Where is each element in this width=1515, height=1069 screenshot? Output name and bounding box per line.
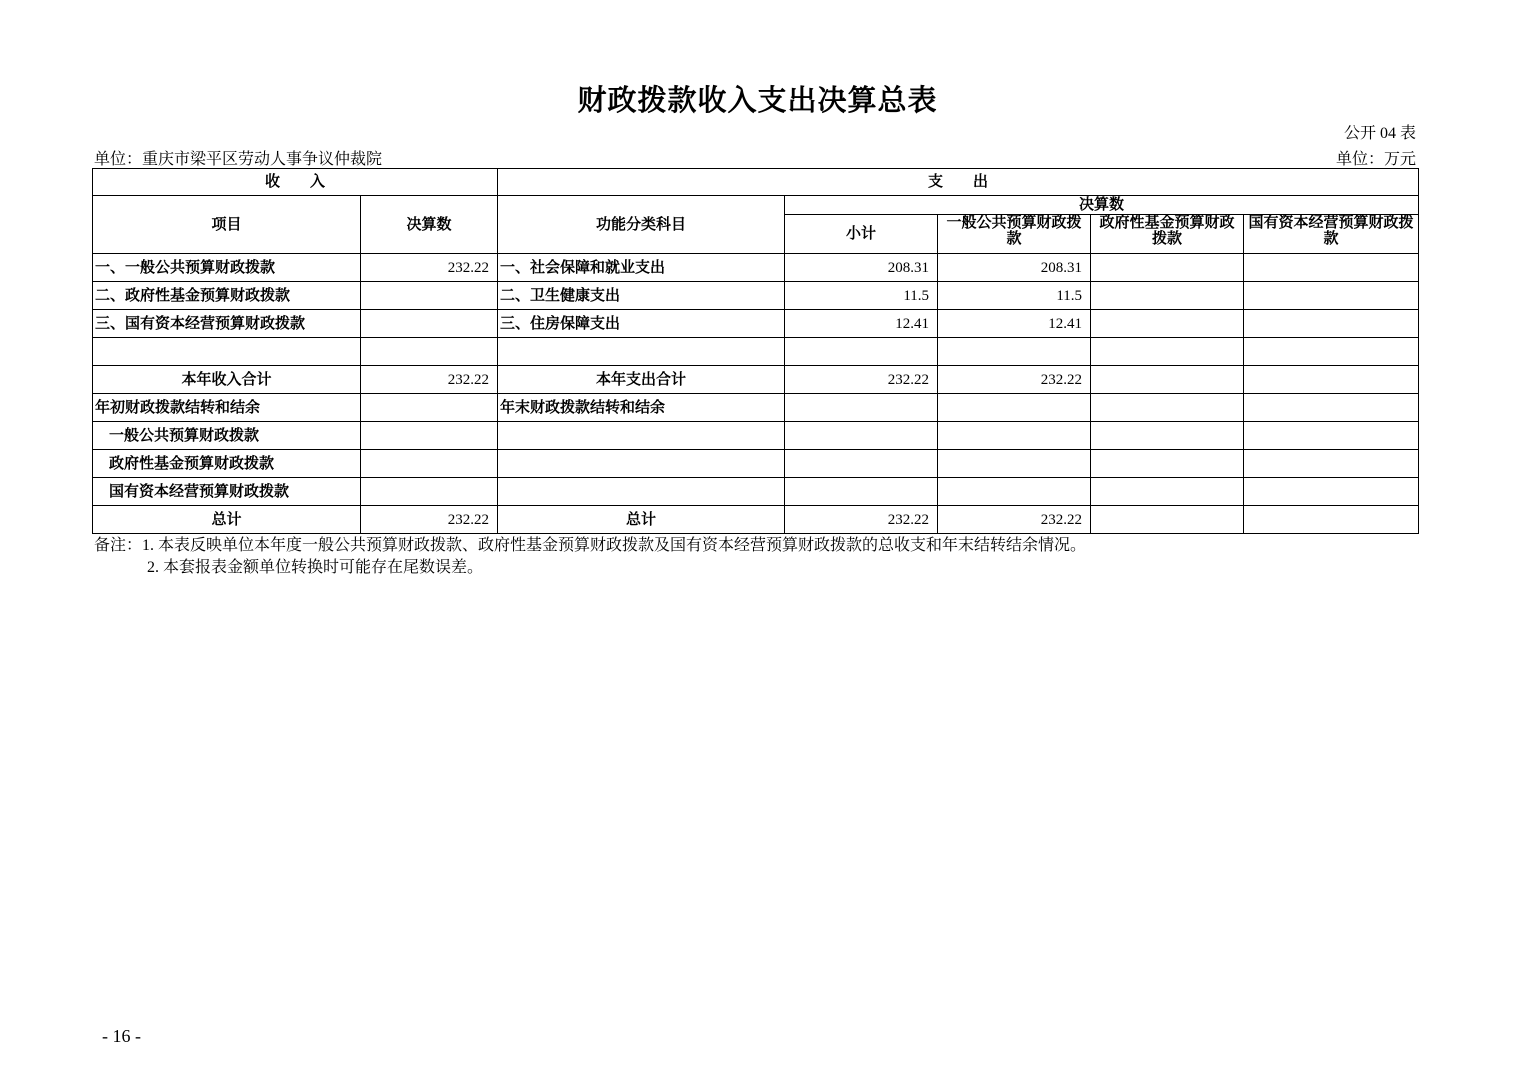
income-amount xyxy=(361,450,498,478)
expense-item: 一、社会保障和就业支出 xyxy=(498,254,785,282)
table-row xyxy=(93,478,1419,506)
income-item: 三、国有资本经营预算财政拨款 xyxy=(93,310,361,338)
final-amount-group-header: 决算数 xyxy=(785,196,1419,215)
income-item xyxy=(93,338,361,366)
subtotal-value xyxy=(785,450,938,478)
gov-fund-value xyxy=(1091,478,1244,506)
state-capital-value xyxy=(1244,478,1419,506)
state-capital-value xyxy=(1244,506,1419,534)
subtotal-value xyxy=(785,478,938,506)
page-title: 财政拨款收入支出决算总表 xyxy=(577,85,938,117)
subtotal-value xyxy=(785,394,938,422)
general-value xyxy=(938,338,1091,366)
income-amount xyxy=(361,338,498,366)
table-row xyxy=(93,394,1419,422)
gov-fund-value xyxy=(1091,310,1244,338)
income-item: 本年收入合计 xyxy=(93,366,361,394)
gov-fund-header: 政府性基金预算财政拨款 xyxy=(1091,215,1244,254)
expense-item xyxy=(498,338,785,366)
subtotal-value: 232.22 xyxy=(785,506,938,534)
note-line-1: 备注：1. 本表反映单位本年度一般公共预算财政拨款、政府性基金预算财政拨款及国有资本经营预算财政拨款的总收支和年末结转结余情况。 xyxy=(94,537,1087,554)
subtotal-value xyxy=(785,422,938,450)
header-row-2 xyxy=(93,196,1419,215)
gov-fund-value xyxy=(1091,254,1244,282)
table-row xyxy=(93,422,1419,450)
subtotal-header: 小计 xyxy=(785,215,938,254)
subtotal-value: 208.31 xyxy=(785,254,938,282)
income-item: 一般公共预算财政拨款 xyxy=(93,422,361,450)
income-item: 一、一般公共预算财政拨款 xyxy=(93,254,361,282)
table-row xyxy=(93,254,1419,282)
final-amount-header: 决算数 xyxy=(361,196,498,254)
notes xyxy=(94,535,1086,579)
state-capital-value xyxy=(1244,394,1419,422)
gov-fund-value xyxy=(1091,366,1244,394)
general-value xyxy=(938,450,1091,478)
income-amount xyxy=(361,478,498,506)
income-item: 二、政府性基金预算财政拨款 xyxy=(93,282,361,310)
gov-fund-value xyxy=(1091,394,1244,422)
form-code: 公开 04 表 xyxy=(1343,125,1416,142)
expense-header: 支 出 xyxy=(498,169,1419,196)
expense-item: 本年支出合计 xyxy=(498,366,785,394)
income-amount: 232.22 xyxy=(361,366,498,394)
table-row xyxy=(93,450,1419,478)
gov-fund-value xyxy=(1091,338,1244,366)
general-value: 12.41 xyxy=(938,310,1091,338)
table-row xyxy=(93,366,1419,394)
general-value xyxy=(938,422,1091,450)
subtotal-value: 12.41 xyxy=(785,310,938,338)
income-item: 总计 xyxy=(93,506,361,534)
expense-item xyxy=(498,478,785,506)
gov-fund-value xyxy=(1091,422,1244,450)
income-header: 收 入 xyxy=(93,169,498,196)
state-capital-value xyxy=(1244,450,1419,478)
general-value xyxy=(938,394,1091,422)
table-row xyxy=(93,310,1419,338)
general-value: 232.22 xyxy=(938,506,1091,534)
header-row-1 xyxy=(93,169,1419,196)
general-budget-header: 一般公共预算财政拨款 xyxy=(938,215,1091,254)
subtotal-value: 232.22 xyxy=(785,366,938,394)
income-item: 年初财政拨款结转和结余 xyxy=(93,394,361,422)
expense-item: 二、卫生健康支出 xyxy=(498,282,785,310)
state-capital-value xyxy=(1244,338,1419,366)
state-capital-value xyxy=(1244,282,1419,310)
income-amount xyxy=(361,422,498,450)
note-line-2: 2. 本套报表金额单位转换时可能存在尾数误差。 xyxy=(147,559,484,576)
page-number: - 16 - xyxy=(102,1026,141,1046)
table-row xyxy=(93,338,1419,366)
expense-item: 三、住房保障支出 xyxy=(498,310,785,338)
budget-table xyxy=(92,168,1419,534)
gov-fund-value xyxy=(1091,282,1244,310)
state-capital-header: 国有资本经营预算财政拨款 xyxy=(1244,215,1419,254)
state-capital-value xyxy=(1244,366,1419,394)
state-capital-value xyxy=(1244,422,1419,450)
state-capital-value xyxy=(1244,310,1419,338)
income-item: 国有资本经营预算财政拨款 xyxy=(93,478,361,506)
gov-fund-value xyxy=(1091,450,1244,478)
income-amount xyxy=(361,282,498,310)
expense-item xyxy=(498,450,785,478)
income-item: 政府性基金预算财政拨款 xyxy=(93,450,361,478)
expense-item: 总计 xyxy=(498,506,785,534)
table-row xyxy=(93,282,1419,310)
income-amount xyxy=(361,394,498,422)
general-value: 232.22 xyxy=(938,366,1091,394)
income-amount: 232.22 xyxy=(361,506,498,534)
state-capital-value xyxy=(1244,254,1419,282)
currency-unit: 单位：万元 xyxy=(1335,151,1416,168)
table-row xyxy=(93,506,1419,534)
income-amount: 232.22 xyxy=(361,254,498,282)
reporting-unit: 单位：重庆市梁平区劳动人事争议仲裁院 xyxy=(94,151,383,168)
income-amount xyxy=(361,310,498,338)
general-value: 208.31 xyxy=(938,254,1091,282)
general-value: 11.5 xyxy=(938,282,1091,310)
function-subject-header: 功能分类科目 xyxy=(498,196,785,254)
gov-fund-value xyxy=(1091,506,1244,534)
subtotal-value xyxy=(785,338,938,366)
general-value xyxy=(938,478,1091,506)
expense-item: 年末财政拨款结转和结余 xyxy=(498,394,785,422)
expense-item xyxy=(498,422,785,450)
subtotal-value: 11.5 xyxy=(785,282,938,310)
item-header: 项目 xyxy=(93,196,361,254)
